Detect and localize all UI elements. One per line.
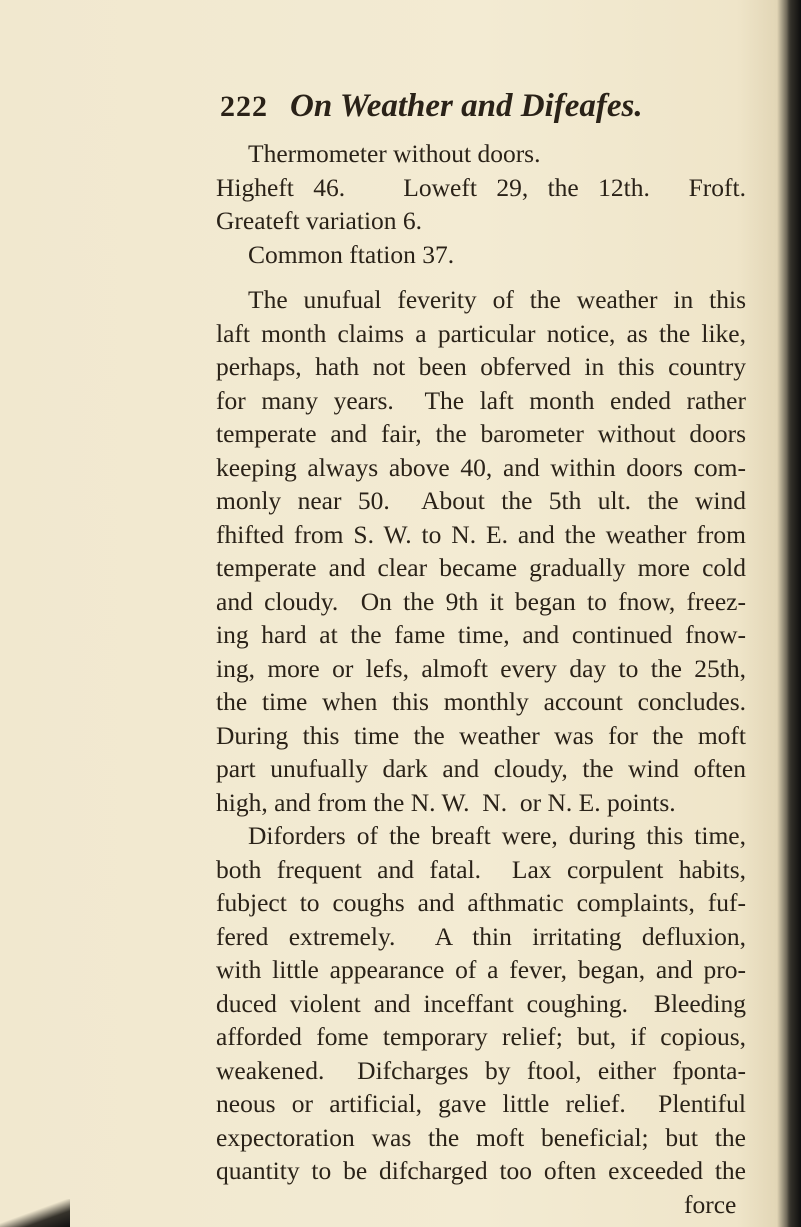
text-line: temperate and clear became gradually more cold <box>216 553 746 582</box>
text-line: expectoration was the moft beneficial; but the <box>216 1123 746 1152</box>
text-line: keeping always above 40, and within doors com- <box>216 453 746 482</box>
page-header <box>220 88 643 128</box>
text-line: fered extremely. A thin irritating defluxion, <box>216 922 746 951</box>
text-line: both frequent and fatal. Lax corpulent habits, <box>216 855 746 884</box>
text-line: with little appearance of a fever, began, and pro- <box>216 955 746 984</box>
text-line: laft month claims a particular notice, as the like, <box>216 319 746 348</box>
text-line: ing hard at the fame time, and continued fnow- <box>216 620 746 649</box>
text-line: The unufual feverity of the weather in this <box>248 285 746 314</box>
text-line: and cloudy. On the 9th it began to fnow, freez- <box>216 587 746 616</box>
text-line: ing, more or lefs, almoft every day to the 25th, <box>216 654 746 683</box>
text-line: weakened. Difcharges by ftool, either fponta- <box>216 1056 746 1085</box>
text-line: afforded fome temporary relief; but, if copious, <box>216 1022 746 1051</box>
page-number: 222 <box>220 90 268 123</box>
text-line: for many years. The laft month ended rather <box>216 386 746 415</box>
thermometer-readings: Higheft 46. Loweft 29, the 12th. Froft. <box>216 173 746 202</box>
page-edge-shadow <box>787 0 801 1227</box>
text-line: neous or artificial, gave little relief. Plentiful <box>216 1089 746 1118</box>
text-line: quantity to be difcharged too often exceeded the <box>216 1156 746 1185</box>
text-line: temperate and fair, the barometer without doors <box>216 419 746 448</box>
text-line: Diforders of the breaft were, during this time, <box>248 821 746 850</box>
running-title: On Weather and Difeafes. <box>290 88 643 124</box>
thermometer-common-station: Common ftation 37. <box>248 240 455 269</box>
text-line: monly near 50. About the 5th ult. the wind <box>216 486 746 515</box>
text-line: the time when this monthly account concludes. <box>216 687 746 716</box>
thermometer-title: Thermometer without doors. <box>248 139 541 168</box>
text-line: During this time the weather was for the moft <box>216 721 746 750</box>
text-line: perhaps, hath not been obferved in this country <box>216 352 746 381</box>
text-line: fubject to coughs and afthmatic complaints, fuf- <box>216 888 746 917</box>
catchword: force <box>684 1190 737 1219</box>
text-line: high, and from the N. W. N. or N. E. points. <box>216 788 676 817</box>
text-line: duced violent and inceffant coughing. Bleeding <box>216 989 746 1018</box>
text-line: fhifted from S. W. to N. E. and the weather from <box>216 520 746 549</box>
text-line: part unufually dark and cloudy, the wind often <box>216 754 746 783</box>
thermometer-variation: Greateft variation 6. <box>216 206 423 235</box>
page-corner-shadow <box>0 1199 70 1227</box>
